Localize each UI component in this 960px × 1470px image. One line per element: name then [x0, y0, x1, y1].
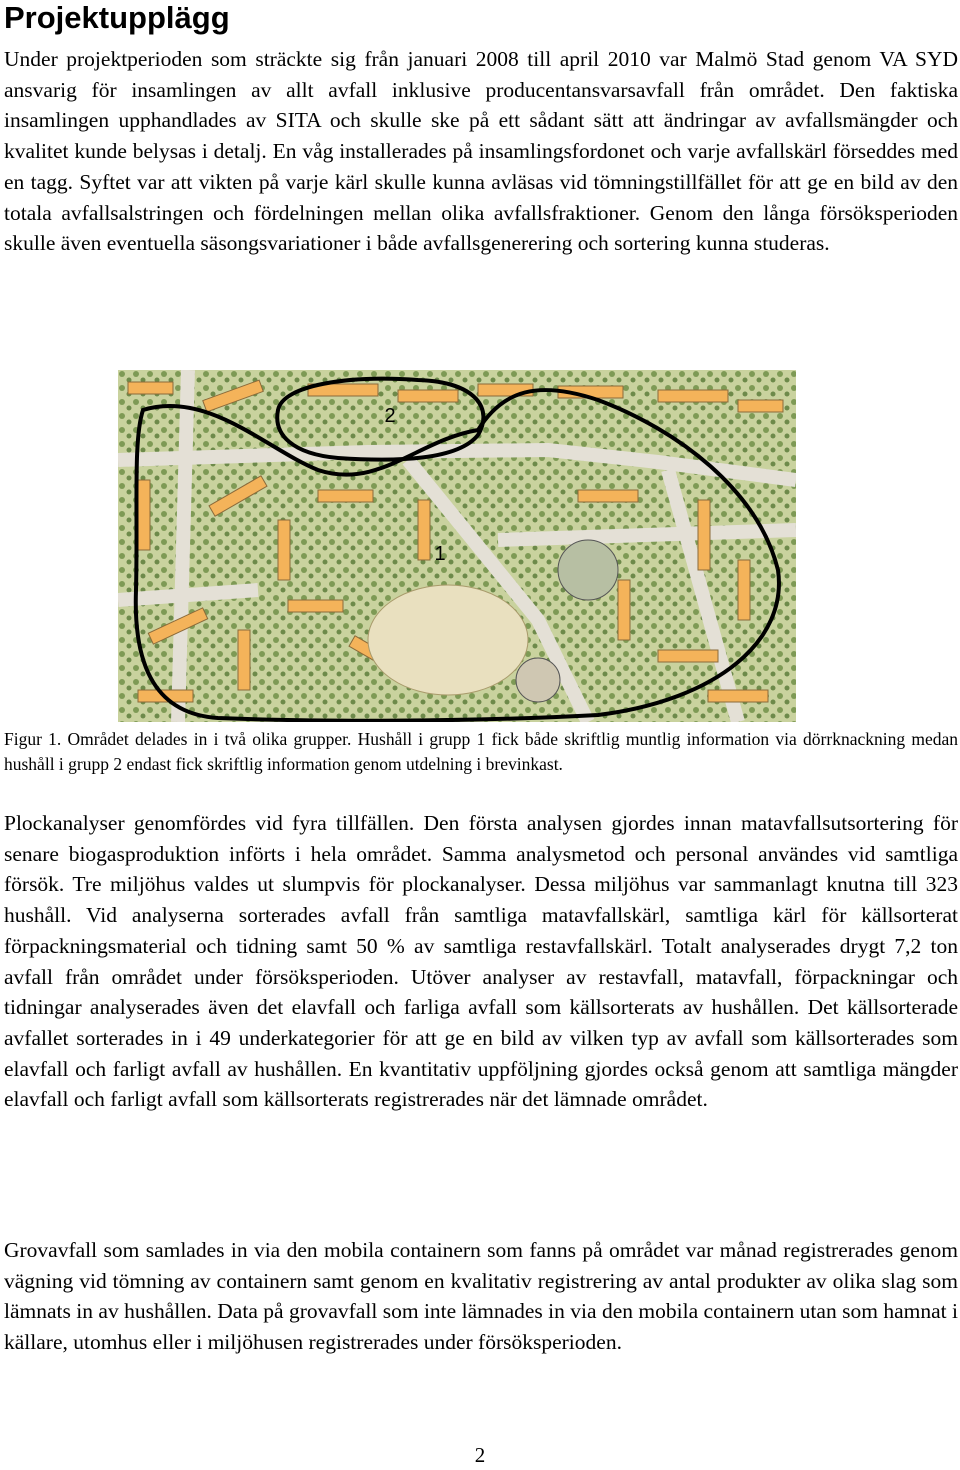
intro-paragraph: Under projektperioden som sträckte sig från januari 2008 till april 2010 var Malmö Stad genom VA SYD ansvarig för insamlingen av allt avfall inklusive producentansvarsavfall från området. Den faktiska insamlingen upphandlades av SITA och skulle ske på ett sådant sätt att ändringar av avfallsmängder och kvalitet kunde belysas i detalj. En våg installerades på insamlingsfordonet och varje avfallskärl förseddes med en tagg. Syftet var att vikten på varje kärl skulle kunna avläsas vid tömningstillfället för att ge en bild av den totala avfallsalstringen och fördelningen mellan olika avfallsfraktioner. Genom den långa försöksperioden skulle även eventuella säsongsvariationer i både avfallsgenerering och sortering kunna studeras.	[4, 47, 958, 256]
bulky-waste-paragraph: Grovavfall som samlades in via den mobila containern som fanns på området var månad registrerades genom vägning vid tömning av containern samt genom en kvalitativ registrering av antal produkter av olika slag som lämnats in av hushållen. Data på grovavfall som inte lämnades in via den mobila containern utan som hamnat i källare, utomhus eller i miljöhusen registrerades under försöksperioden.	[4, 1238, 958, 1355]
area-map	[118, 370, 796, 722]
group-1-label: 1	[434, 543, 446, 565]
area-map-figure	[118, 370, 796, 722]
figure-caption: Figur 1. Området delades in i två olika grupper. Hushåll i grupp 1 fick både skriftlig muntlig information via dörrknackning medan hushåll i grupp 2 endast fick skriftlig information genom utdelning i brevinkast.	[4, 729, 958, 774]
page-number: 2	[474, 1443, 486, 1467]
analysis-paragraph: Plockanalyser genomfördes vid fyra tillfällen. Den första analysen gjordes innan matavfallsutsortering för senare biogasproduktion införts i hela området. Samma analysmetod och personal användes vid samtliga försök. Tre miljöhus valdes ut slumpvis för plockanalyser. Dessa miljöhus var sammanlagt knutna till 323 hushåll. Vid analyserna sorterades avfall från samtliga matavfallskärl, samtliga kärl för källsorterat förpackningsmaterial och tidning samt 50 % av samtliga restavfallskärl. Totalt analyserades drygt 7,2 ton avfall från området under försöksperioden. Utöver analyser av restavfall, matavfall, förpackningar och tidningar analyserades även det elavfall och farliga avfall som källsorterats av hushållen. Det källsorterade avfallet sorterades in i 49 underkategorier för att ge en bild av vilken typ av avfall som källsorterades som elavfall och farligt avfall av hushållen. En kvantitativ uppföljning gjordes också genom att samtliga mängder elavfall och farligt avfall som källsorterats registrerades när det lämnade området.	[4, 811, 958, 1112]
group-2-label: 2	[384, 405, 396, 427]
section-heading: Projektupplägg	[4, 0, 230, 35]
